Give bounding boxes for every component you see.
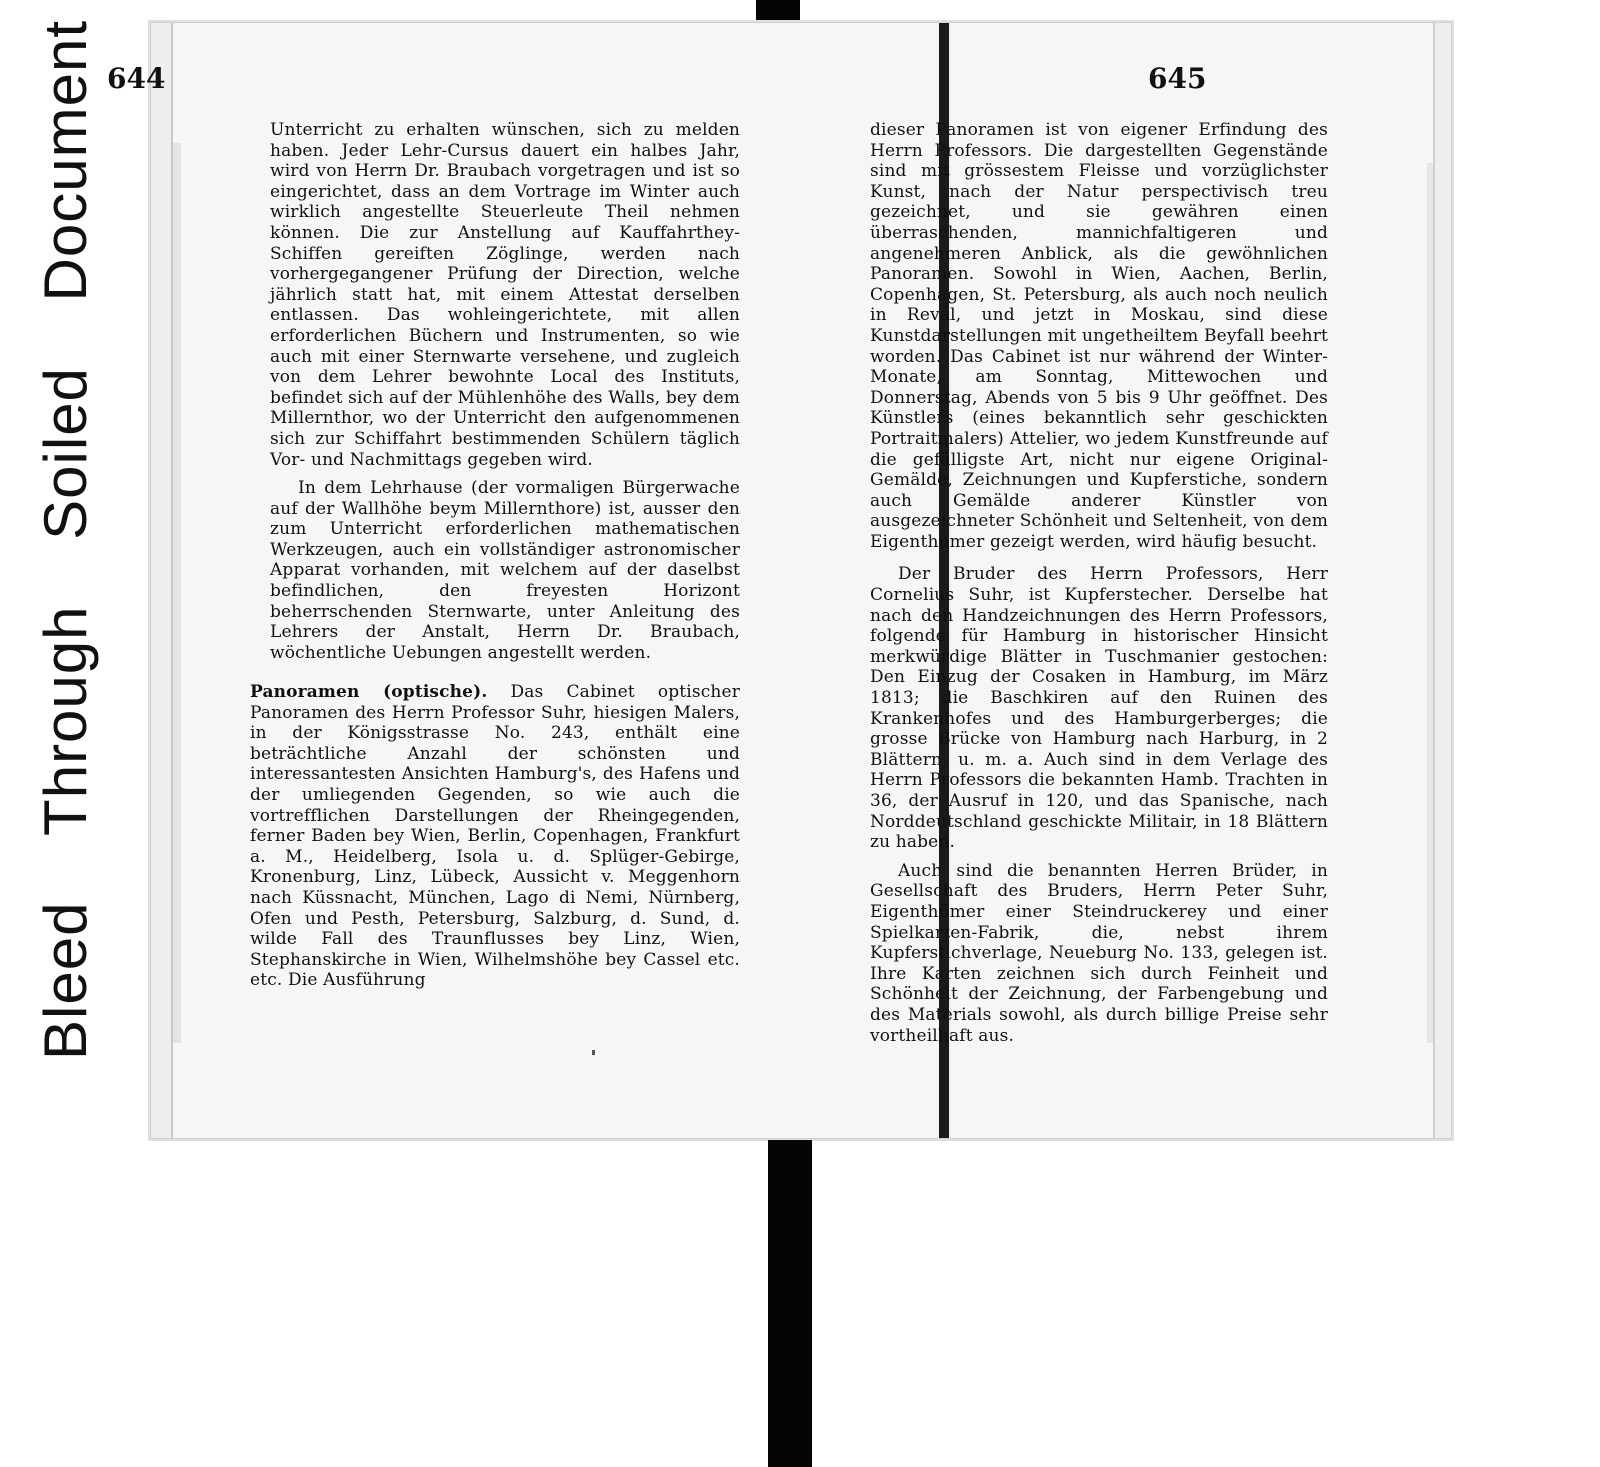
right-paragraph-3: Auch sind die benannten Herren Brüder, in Gesellschaft des Bruders, Herrn Peter Suhr, Eigenthümer einer Steindruckerey und einer Spielkarten-Fabrik, die, nebst ihrem Kupferstichverlage, Neueburg No. 133, gelegen ist. Ihre Karten zeichnen sich durch Feinheit und Schönheit der Zeichnung, der Farbengebung und des Materials sowohl, als durch billige Preise sehr vortheilhaft aus. [870, 860, 1328, 1046]
stamp-word-document: Document [31, 20, 99, 302]
left-panoramen-block [250, 682, 740, 991]
binding-bar-top [756, 0, 800, 22]
page-number-right: 645 [1148, 62, 1207, 95]
watermark-stamp [20, 20, 110, 1060]
right-text-block [870, 120, 1328, 1046]
left-text-block [270, 120, 740, 663]
panoramen-heading: Panoramen (optische). [250, 682, 488, 702]
stamp-word-soiled: Soiled [31, 367, 99, 540]
page-number-left: 644 [107, 62, 166, 95]
right-paragraph-2: Der Bruder des Herrn Professors, Herr Cornelius Suhr, ist Kupferstecher. Derselbe hat nach den Handzeichnungen des Herrn Professors, folgende für Hamburg in historischer Hinsicht merkwürdige Blätter in Tuschmanier gestochen: Den Einzug der Cosaken in Hamburg, im März 1813; die Baschkiren auf den Ruinen des Krankenhofes und des Hamburgerberges; die grosse Brücke von Hamburg nach Harburg, in 2 Blättern, u. m. a. Auch sind in dem Verlage des Herrn Professors die bekannten Hamb. Trachten in 36, der Ausruf in 120, und das Spanische, nach Norddeutschland geschickte Militair, in 18 Blättern zu haben. [870, 564, 1328, 853]
ink-speck [592, 1050, 595, 1055]
left-paragraph-3: Das Cabinet optischer Panoramen des Herrn Professor Suhr, hiesigen Malers, in der Königsstrasse No. 243, enthält eine beträchtliche Anzahl der schönsten und interessantesten Ansichten Hamburg's, des Hafens und der umliegenden Gegenden, so wie auch die vortrefflichen Darstellungen der Rheingegenden, ferner Baden bey Wien, Berlin, Copenhagen, Frankfurt a. M., Heidelberg, Isola u. d. Splüger-Gebirge, Kronenburg, Linz, Lübeck, Aussicht v. Meggenhorn nach Küssnacht, München, Lago di Nemi, Nürnberg, Ofen und Pesth, Petersburg, Salzburg, d. Sund, d. wilde Fall des Traunflusses bey Linz, Wien, Stephanskirche in Wien, Wilhelmshöhe bey Cassel etc. etc. Die Ausführung [250, 682, 740, 991]
left-paragraph-1: Unterricht zu erhalten wünschen, sich zu melden haben. Jeder Lehr-Cursus dauert ein halbes Jahr, wird von Herrn Dr. Braubach vorgetragen und ist so eingerichtet, dass an dem Vortrage im Winter auch wirklich angestellte Steuerleute Theil nehmen können. Die zur Anstellung auf Kauffahrthey-Schiffen gereiften Zöglinge, werden nach vorhergegangener Prüfung der Direction, welche jährlich statt hat, mit einem Attestat derselben entlassen. Das wohleingerichtete, mit allen erforderlichen Büchern und Instrumenten, so wie auch mit einer Sternwarte versehene, und zugleich von dem Lehrer bewohnte Local des Instituts, befindet sich auf der Mühlenhöhe des Walls, bey dem Millernthor, wo der Unterricht den aufgenommenen sich zur Schiffahrt bestimmenden Schülern täglich Vor- und Nachmittags gegeben wird. [270, 120, 740, 470]
right-paragraph-1: dieser Panoramen ist von eigener Erfindung des Herrn Professors. Die dargestellten Gegenstände sind mit grössestem Fleisse und vorzüglichster Kunst, nach der Natur perspectivisch treu gezeichnet, und sie gewähren einen überraschenden, mannichfaltigeren und angenehmeren Anblick, als die gewöhnlichen Panoramen. Sowohl in Wien, Aachen, Berlin, Copenhagen, St. Petersburg, als auch noch neulich in Reval, und jetzt in Moskau, sind diese Kunstdarstellungen mit ungetheiltem Beyfall beehrt worden. Das Cabinet ist nur während der Winter-Monate, am Sonntag, Mittewochen und Donnerstag, Abends von 5 bis 9 Uhr geöffnet. Des Künstlers (eines bekanntlich sehr geschickten Portraitmalers) Attelier, wo jedem Kunstfreunde auf die gefälligste Art, nicht nur eigene Original-Gemälde, Zeichnungen und Kupferstiche, sondern auch Gemälde anderer Künstler von ausgezeichneter Schönheit und Seltenheit, von dem Eigenthümer gezeigt werden, wird häufig besucht. [870, 120, 1328, 552]
binding-bar-bottom [768, 1140, 812, 1467]
stamp-word-through: Through [31, 605, 99, 836]
stamp-label [20, 20, 110, 1060]
left-paragraph-2: In dem Lehrhause (der vormaligen Bürgerwache auf der Wallhöhe beym Millernthore) ist, ausser den zum Unterricht erforderlichen mathematischen Werkzeugen, auch ein vollständiger astronomischer Apparat vorhanden, mit welchem auf der daselbst befindlichen, den freyesten Horizont beherrschenden Sternwarte, unter Anleitung des Lehrers der Anstalt, Herrn Dr. Braubach, wöchentliche Uebungen angestellt werden. [270, 478, 740, 663]
stamp-word-bleed: Bleed [31, 901, 99, 1060]
